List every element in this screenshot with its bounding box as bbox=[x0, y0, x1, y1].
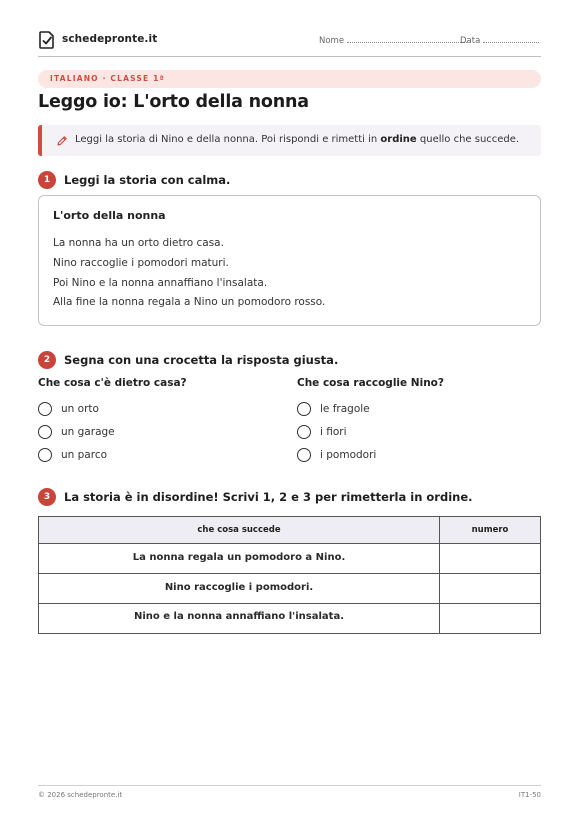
instruction-box bbox=[38, 125, 541, 156]
option-label: i pomodori bbox=[320, 449, 377, 461]
step-label: Leggi la storia con calma. bbox=[64, 173, 231, 187]
question-1: Che cosa c'è dietro casa? bbox=[38, 377, 187, 389]
option-label: un parco bbox=[61, 449, 108, 461]
option-label: un garage bbox=[61, 426, 115, 438]
radio-circle[interactable] bbox=[38, 448, 52, 462]
table-header-event: che cosa succede bbox=[39, 517, 439, 543]
date-field[interactable] bbox=[460, 35, 539, 46]
question-2: Che cosa raccoglie Nino? bbox=[297, 377, 444, 389]
step-label: La storia è in disordine! Scrivi 1, 2 e 3 per rimetterla in ordine. bbox=[64, 490, 473, 504]
option-label: i fiori bbox=[320, 426, 347, 438]
radio-circle[interactable] bbox=[297, 402, 311, 416]
subject-band bbox=[38, 70, 541, 88]
page-footer bbox=[38, 785, 541, 802]
option-label: un orto bbox=[61, 403, 99, 415]
step-label: Segna con una crocetta la risposta giusta. bbox=[64, 353, 339, 367]
row-divider bbox=[39, 543, 540, 544]
instruction-text-bold: ordine bbox=[380, 134, 417, 145]
story-line: Poi Nino e la nonna annaffiano l'insalata. bbox=[53, 277, 268, 289]
copyright-text: © 2026 schedepronte.it bbox=[38, 791, 123, 799]
story-box bbox=[38, 195, 541, 326]
radio-circle[interactable] bbox=[297, 448, 311, 462]
radio-circle[interactable] bbox=[38, 402, 52, 416]
worksheet-code: IT1-50 bbox=[518, 791, 541, 799]
table-row-event: La nonna regala un pomodoro a Nino. bbox=[132, 552, 346, 563]
date-blank[interactable] bbox=[483, 35, 539, 43]
radio-circle[interactable] bbox=[38, 425, 52, 439]
date-label: Data bbox=[460, 36, 481, 46]
name-blank[interactable] bbox=[347, 35, 467, 43]
number-input-cell[interactable] bbox=[440, 605, 540, 631]
table-header-number: numero bbox=[440, 517, 540, 543]
option-label: le fragole bbox=[320, 403, 370, 415]
name-label: Nome bbox=[319, 36, 345, 46]
story-line: La nonna ha un orto dietro casa. bbox=[53, 237, 224, 249]
story-line: Alla fine la nonna regala a Nino un pomodoro rosso. bbox=[53, 296, 326, 308]
step-number-badge: 1 bbox=[38, 171, 56, 189]
name-field[interactable] bbox=[319, 35, 467, 46]
brand-name: schedepronte.it bbox=[62, 33, 158, 45]
row-divider bbox=[39, 573, 540, 574]
radio-circle[interactable] bbox=[297, 425, 311, 439]
order-table bbox=[38, 516, 541, 634]
story-title: L'orto della nonna bbox=[53, 209, 166, 222]
checked-document-icon bbox=[38, 30, 56, 50]
pencil-icon bbox=[56, 135, 68, 147]
instruction-text-end: quello che succede. bbox=[416, 134, 520, 145]
step-number-badge: 2 bbox=[38, 351, 56, 369]
instruction-text bbox=[75, 134, 519, 145]
story-line: Nino raccoglie i pomodori maturi. bbox=[53, 257, 229, 269]
table-row-event: Nino e la nonna annaffiano l'insalata. bbox=[134, 611, 344, 622]
row-divider bbox=[39, 603, 540, 604]
step-number-badge: 3 bbox=[38, 488, 56, 506]
subject-label: ITALIANO · CLASSE 1ª bbox=[50, 74, 165, 83]
worksheet-page bbox=[38, 0, 541, 819]
table-row-event: Nino raccoglie i pomodori. bbox=[164, 582, 314, 593]
instruction-text-start: Leggi la storia di Nino e della nonna. Poi rispondi e rimetti in bbox=[75, 134, 381, 145]
number-input-cell[interactable] bbox=[440, 575, 540, 601]
page-header bbox=[38, 30, 541, 57]
page-title: Leggo io: L'orto della nonna bbox=[38, 92, 309, 112]
number-input-cell[interactable] bbox=[440, 545, 540, 571]
